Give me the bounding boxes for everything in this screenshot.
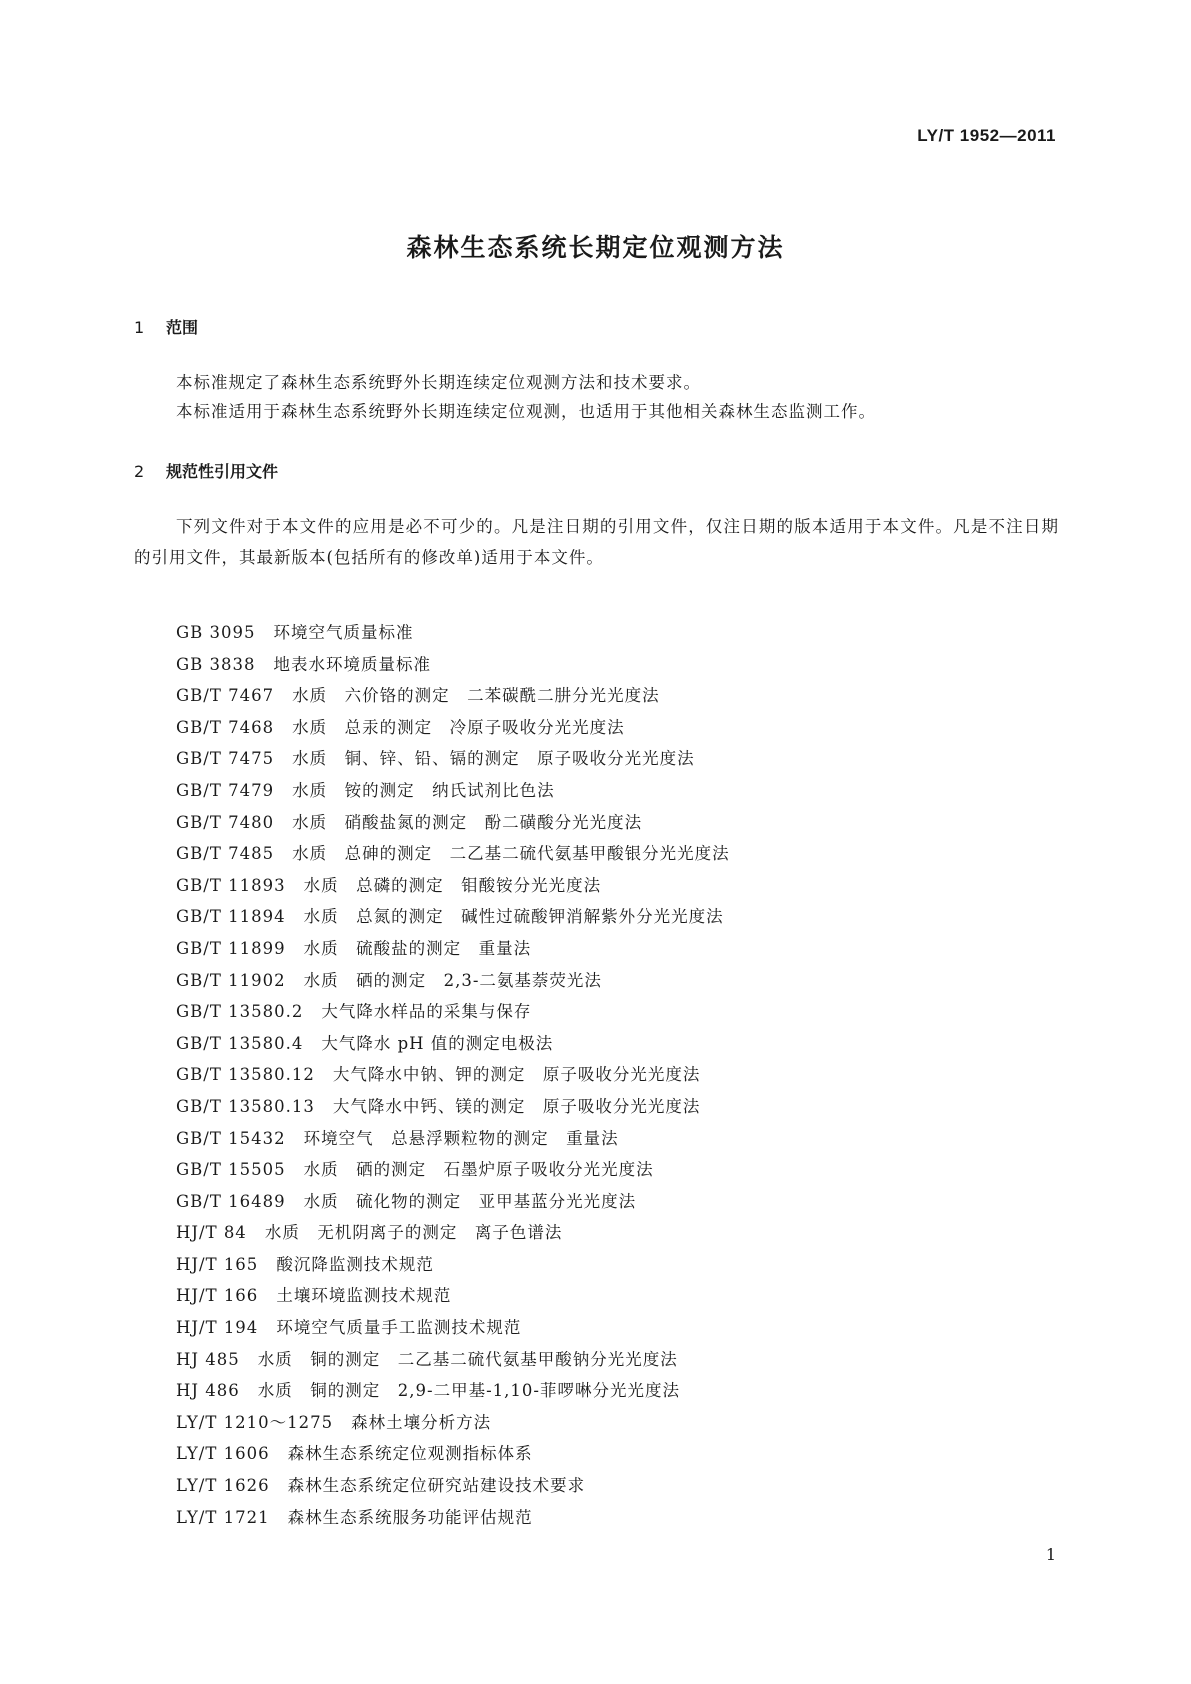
reference-title: 酸沉降监测技术规范	[276, 1254, 434, 1274]
reference-code: LY/T 1606	[176, 1444, 270, 1464]
reference-title: 水质 铜、锌、铅、镉的测定 原子吸收分光光度法	[292, 749, 695, 769]
reference-item	[176, 743, 730, 775]
reference-item	[176, 617, 730, 649]
reference-code: GB/T 11894	[176, 907, 286, 927]
reference-item	[176, 807, 730, 839]
reference-code: GB/T 15505	[176, 1160, 286, 1180]
reference-code: GB/T 11902	[176, 970, 286, 990]
reference-title: 水质 铜的测定 二乙基二硫代氨基甲酸钠分光光度法	[257, 1349, 678, 1369]
reference-item	[176, 870, 730, 902]
reference-title: 水质 总汞的测定 冷原子吸收分光光度法	[292, 717, 625, 737]
reference-code: GB/T 7475	[176, 749, 275, 769]
reference-title: 水质 硫酸盐的测定 重量法	[303, 938, 532, 958]
reference-title: 水质 总磷的测定 钼酸铵分光光度法	[303, 875, 602, 895]
reference-title: 水质 总砷的测定 二乙基二硫代氨基甲酸银分光光度法	[292, 844, 730, 864]
reference-title: 森林生态系统定位观测指标体系	[287, 1444, 533, 1464]
reference-title: 大气降水中钠、钾的测定 原子吸收分光光度法	[332, 1065, 701, 1085]
reference-item	[176, 1502, 730, 1534]
reference-item	[176, 838, 730, 870]
reference-title: 水质 总氮的测定 碱性过硫酸钾消解紫外分光光度法	[303, 907, 724, 927]
reference-code: HJ/T 165	[176, 1254, 259, 1274]
reference-item	[176, 933, 730, 965]
reference-code: GB 3095	[176, 623, 256, 642]
reference-item	[176, 1186, 730, 1218]
scope-paragraph-1: 本标准规定了森林生态系统野外长期连续定位观测方法和技术要求。	[176, 373, 701, 392]
reference-title: 水质 硒的测定 石墨炉原子吸收分光光度法	[303, 1160, 654, 1180]
reference-code: GB/T 13580.4	[176, 1033, 304, 1053]
reference-item	[176, 649, 730, 681]
reference-item	[176, 1249, 730, 1281]
reference-title: 环境空气质量手工监测技术规范	[276, 1318, 522, 1338]
reference-item	[176, 712, 730, 744]
reference-code: GB 3838	[176, 654, 256, 674]
section-number: 2	[134, 462, 145, 481]
reference-code: GB/T 13580.12	[176, 1065, 315, 1085]
reference-code: HJ 485	[176, 1349, 240, 1369]
reference-title: 水质 硫化物的测定 亚甲基蓝分光光度法	[303, 1191, 637, 1211]
reference-title: 环境空气质量标准	[273, 623, 414, 642]
reference-code: LY/T 1626	[176, 1476, 270, 1496]
reference-item	[176, 1280, 730, 1312]
reference-title: 大气降水中钙、镁的测定 原子吸收分光光度法	[332, 1096, 701, 1116]
reference-item	[176, 1312, 730, 1344]
reference-item	[176, 1028, 730, 1060]
reference-code: HJ/T 194	[176, 1318, 259, 1338]
reference-item	[176, 1344, 730, 1376]
reference-item	[176, 1375, 730, 1407]
reference-code: GB/T 7480	[176, 812, 275, 832]
section-heading-scope	[134, 315, 198, 338]
reference-item	[176, 996, 730, 1028]
reference-title: 森林生态系统服务功能评估规范	[287, 1507, 533, 1527]
reference-item	[176, 1470, 730, 1502]
reference-code: GB/T 7485	[176, 844, 275, 864]
reference-code: LY/T 1210～1275	[176, 1412, 334, 1432]
reference-title: 环境空气 总悬浮颗粒物的测定 重量法	[303, 1128, 619, 1148]
reference-item	[176, 1407, 730, 1439]
reference-list	[176, 617, 730, 1533]
standard-code: LY/T 1952—2011	[917, 126, 1056, 145]
reference-title: 地表水环境质量标准	[273, 654, 432, 674]
reference-title: 水质 无机阴离子的测定 离子色谱法	[264, 1223, 563, 1243]
section-title: 规范性引用文件	[166, 462, 279, 481]
reference-code: GB/T 16489	[176, 1191, 286, 1211]
reference-item	[176, 680, 730, 712]
section-number: 1	[134, 318, 145, 337]
reference-code: HJ/T 84	[176, 1223, 247, 1243]
reference-title: 水质 铵的测定 纳氏试剂比色法	[292, 780, 555, 800]
reference-item	[176, 1154, 730, 1186]
reference-item	[176, 775, 730, 807]
reference-code: GB/T 7468	[176, 717, 275, 737]
reference-code: GB/T 11899	[176, 938, 286, 958]
reference-item	[176, 1123, 730, 1155]
reference-title: 森林土壤分析方法	[351, 1412, 492, 1432]
reference-code: GB/T 7479	[176, 780, 275, 800]
reference-item	[176, 1059, 730, 1091]
reference-code: HJ/T 166	[176, 1286, 259, 1306]
reference-title: 大气降水样品的采集与保存	[321, 1002, 532, 1022]
scope-paragraph-2: 本标准适用于森林生态系统野外长期连续定位观测，也适用于其他相关森林生态监测工作。	[176, 402, 876, 421]
reference-code: GB/T 13580.13	[176, 1096, 315, 1116]
reference-code: GB/T 11893	[176, 875, 286, 895]
section-title: 范围	[166, 318, 199, 337]
references-intro: 下列文件对于本文件的应用是必不可少的。凡是注日期的引用文件，仅注日期的版本适用于本文件。凡是不注日期的引用文件，其最新版本(包括所有的修改单)适用于本文件。	[134, 517, 1059, 567]
reference-code: LY/T 1721	[176, 1507, 270, 1527]
reference-title: 水质 铜的测定 2,9-二甲基-1,10-菲啰啉分光光度法	[257, 1381, 680, 1401]
reference-title: 土壤环境监测技术规范	[276, 1286, 452, 1306]
reference-title: 大气降水 pH 值的测定电极法	[321, 1033, 554, 1053]
reference-code: HJ 486	[176, 1381, 240, 1401]
reference-title: 水质 硝酸盐氮的测定 酚二磺酸分光光度法	[292, 812, 643, 832]
reference-item	[176, 1217, 730, 1249]
reference-item	[176, 1438, 730, 1470]
reference-code: GB/T 7467	[176, 686, 275, 706]
reference-title: 水质 六价铬的测定 二苯碳酰二肼分光光度法	[292, 686, 660, 706]
section-heading-normative-references	[134, 459, 278, 482]
reference-item	[176, 1091, 730, 1123]
reference-code: GB/T 15432	[176, 1128, 286, 1148]
reference-code: GB/T 13580.2	[176, 1002, 304, 1022]
reference-title: 森林生态系统定位研究站建设技术要求	[287, 1476, 586, 1496]
reference-title: 水质 硒的测定 2,3-二氨基萘荧光法	[303, 970, 602, 990]
reference-item	[176, 965, 730, 997]
document-title: 森林生态系统长期定位观测方法	[406, 233, 785, 262]
reference-item	[176, 901, 730, 933]
page-number: 1	[1045, 1545, 1056, 1564]
